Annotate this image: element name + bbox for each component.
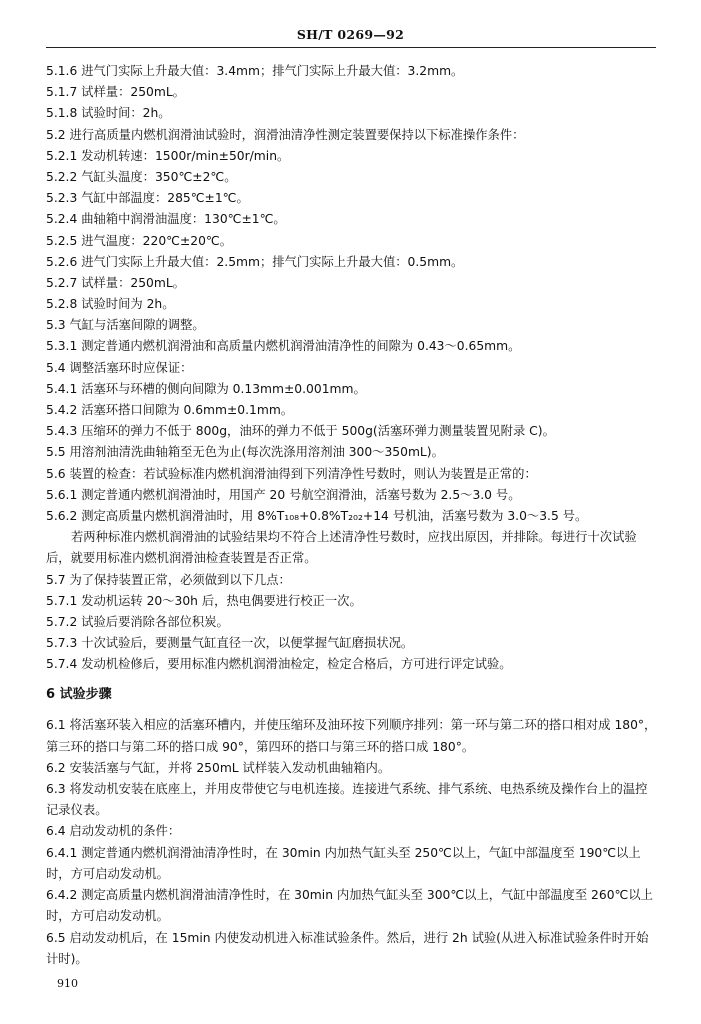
clause-6-3: 6.3 将发动机安装在底座上，并用皮带使它与电机连接。连接进气系统、排气系统、电热系统及操作台上的温控记录仪表。 xyxy=(46,782,648,818)
clause-6-2: 6.2 安装活塞与气缸，并将 250mL 试样装入发动机曲轴箱内。 xyxy=(46,760,391,775)
clause-6-5: 6.5 启动发动机后，在 15min 内使发动机进入标准试验条件。然后，进行 2h 试验(从进入标准试验条件时开始计时)。 xyxy=(46,930,649,966)
clause-5-3: 5.3 气缸与活塞间隙的调整。 xyxy=(46,318,205,333)
clause-5-1-8: 5.1.8 试验时间：2h。 xyxy=(46,106,171,121)
clause-5-2-6: 5.2.6 进气门实际上升最大值：2.5mm；排气门实际上升最大值：0.5mm。 xyxy=(46,254,464,269)
clause-5-2: 5.2 进行高质量内燃机润滑油试验时，润滑油清净性测定装置要保持以下标准操作条件： xyxy=(46,127,525,142)
clause-6-4-2: 6.4.2 测定高质量内燃机润滑油清净性时，在 30min 内加热气缸头至 300℃以上，气缸中部温度至 260℃以上时，方可启动发动机。 xyxy=(46,888,653,924)
clause-5-4: 5.4 调整活塞环时应保证： xyxy=(46,360,193,375)
clause-5-2-2: 5.2.2 气缸头温度：350℃±2℃。 xyxy=(46,169,237,184)
clause-5-7-2: 5.7.2 试验后要消除各部位积炭。 xyxy=(46,614,229,629)
page-number: 910 xyxy=(57,977,78,990)
clause-5-2-8: 5.2.8 试验时间为 2h。 xyxy=(46,297,175,312)
page-header-code: SH/T 0269—92 xyxy=(296,27,405,42)
clause-6-4: 6.4 启动发动机的条件： xyxy=(46,824,181,839)
header-rule xyxy=(46,47,656,48)
clause-5-4-2: 5.4.2 活塞环搭口间隙为 0.6mm±0.1mm。 xyxy=(46,403,294,417)
clause-5-7: 5.7 为了保持装置正常，必须做到以下几点： xyxy=(46,572,291,587)
section-6-title: 6 试验步骤 xyxy=(46,687,112,703)
clause-5-1-6: 5.1.6 进气门实际上升最大值：3.4mm；排气门实际上升最大值：3.2mm。 xyxy=(46,64,464,78)
clause-6-1: 6.1 将活塞环装入相应的活塞环槽内，并使压缩环及油环按下列顺序排列：第一环与第二环的搭口相对成 180°，第三环的搭口与第二环的搭口成 90°，第四环的搭口与第三环的搭口成 180°。 xyxy=(46,718,657,754)
note-paragraph: 若两种标准内燃机润滑油的试验结果均不符合上述清净性号数时，应找出原因，并排除。每进行十次试验后，就要用标准内燃机润滑油检查装置是否正常。 xyxy=(46,530,637,566)
clause-5-4-3: 5.4.3 压缩环的弹力不低于 800g，油环的弹力不低于 500g(活塞环弹力测量装置见附录 C)。 xyxy=(46,424,555,439)
clause-5-7-3: 5.7.3 十次试验后，要测量气缸直径一次，以便掌握气缸磨损状况。 xyxy=(46,636,414,651)
clause-5-6-1: 5.6.1 测定普通内燃机润滑油时，用国产 20 号航空润滑油，活塞号数为 2.5～3.0 号。 xyxy=(46,487,521,502)
clause-5-3-1: 5.3.1 测定普通内燃机润滑油和高质量内燃机润滑油清净性的间隙为 0.43～0.65mm。 xyxy=(46,339,521,354)
clause-5-2-4: 5.2.4 曲轴箱中润滑油温度：130℃±1℃。 xyxy=(46,212,286,227)
clause-5-2-3: 5.2.3 气缸中部温度：285℃±1℃。 xyxy=(46,191,249,206)
clause-5-4-1: 5.4.1 活塞环与环槽的侧向间隙为 0.13mm±0.001mm。 xyxy=(46,381,366,396)
clause-5-2-7: 5.2.7 试样量：250mL。 xyxy=(46,275,185,290)
clause-5-2-5: 5.2.5 进气温度：220℃±20℃。 xyxy=(46,233,233,248)
clause-5-7-1: 5.7.1 发动机运转 20～30h 后，热电偶要进行校正一次。 xyxy=(46,593,362,608)
clause-5-7-4: 5.7.4 发动机检修后，要用标准内燃机润滑油检定，检定合格后，方可进行评定试验。 xyxy=(46,657,512,672)
clause-5-1-7: 5.1.7 试样量：250mL。 xyxy=(46,85,185,100)
clause-5-6-2: 5.6.2 测定高质量内燃机润滑油时，用 8%T₁₀₈+0.8%T₂₀₂+14 号机油，活塞号数为 3.0～3.5 号。 xyxy=(46,508,588,523)
document-body xyxy=(46,61,658,970)
clause-6-4-1: 6.4.1 测定普通内燃机润滑油清净性时，在 30min 内加热气缸头至 250℃以上，气缸中部温度至 190℃以上时，方可启动发动机。 xyxy=(46,845,641,881)
clause-5-5: 5.5 用溶剂油清洗曲轴箱至无色为止(每次洗涤用溶剂油 300～350mL)。 xyxy=(46,445,444,460)
clause-5-6: 5.6 装置的检查：若试验标准内燃机润滑油得到下列清净性号数时，则认为装置是正常的： xyxy=(46,466,537,481)
clause-5-2-1: 5.2.1 发动机转速：1500r/min±50r/min。 xyxy=(46,148,290,163)
